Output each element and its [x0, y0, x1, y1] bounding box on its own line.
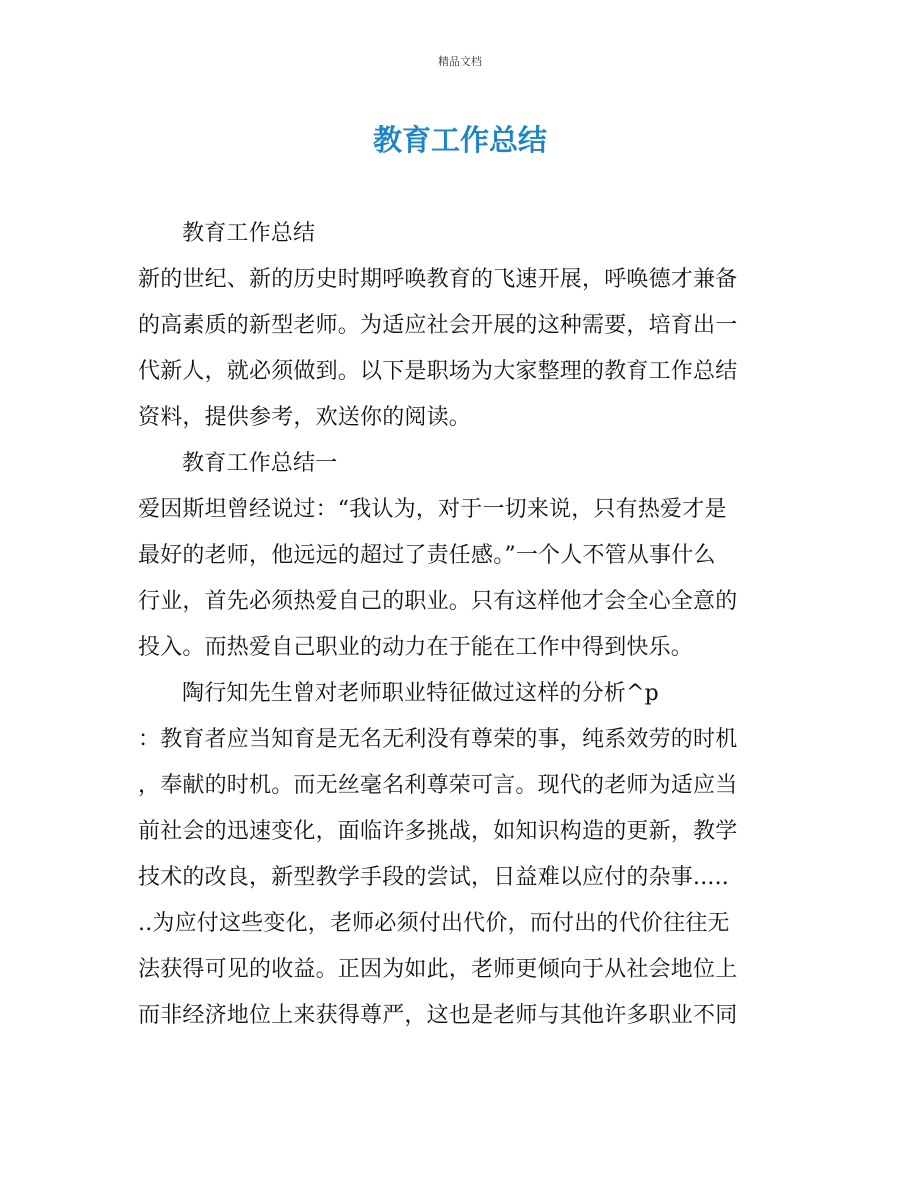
text-line: 的高素质的新型老师。为适应社会开展的这种需要，培育出一	[138, 313, 738, 338]
text-line: 资料，提供参考，欢送你的阅读。	[138, 405, 472, 430]
text-line: ：教育者应当知育是无名无利没有尊荣的事，纯系效劳的时机	[138, 727, 738, 752]
text-line: 爱因斯坦曾经说过：“我认为，对于一切来说，只有热爱才是	[138, 497, 727, 522]
text-line: 新的世纪、新的历史时期呼唤教育的飞速开展，呼唤德才兼备	[138, 267, 738, 292]
text-line: 技术的改良，新型教学手段的尝试，日益难以应付的杂事.....	[138, 865, 729, 890]
text-line: 最好的老师，他远远的超过了责任感。”一个人不管从事什么	[138, 543, 716, 568]
text-line: 教育工作总结一	[182, 451, 338, 476]
text-line: 法获得可见的收益。正因为如此，老师更倾向于从社会地位上	[138, 957, 738, 982]
text-line: 教育工作总结	[182, 221, 316, 246]
text-line: 行业，首先必须热爱自己的职业。只有这样他才会全心全意的	[138, 589, 738, 614]
text-line: ，奉献的时机。而无丝毫名利尊荣可言。现代的老师为适应当	[138, 773, 738, 798]
text-line: 投入。而热爱自己职业的动力在于能在工作中得到快乐。	[138, 635, 694, 660]
text-line: ..为应付这些变化，老师必须付出代价，而付出的代价往往无	[138, 911, 730, 936]
text-line: 前社会的迅速变化，面临许多挑战，如知识构造的更新，教学	[138, 819, 738, 844]
text-line: 代新人，就必须做到。以下是职场为大家整理的教育工作总结	[138, 359, 738, 384]
document-body	[138, 211, 788, 1039]
page-header: 精品文档	[438, 55, 482, 68]
text-line: 而非经济地位上来获得尊严，这也是老师与其他许多职业不同	[138, 1003, 738, 1028]
text-line: 陶行知先生曾对老师职业特征做过这样的分析^p	[182, 681, 659, 706]
document-title: 教育工作总结	[372, 123, 547, 157]
